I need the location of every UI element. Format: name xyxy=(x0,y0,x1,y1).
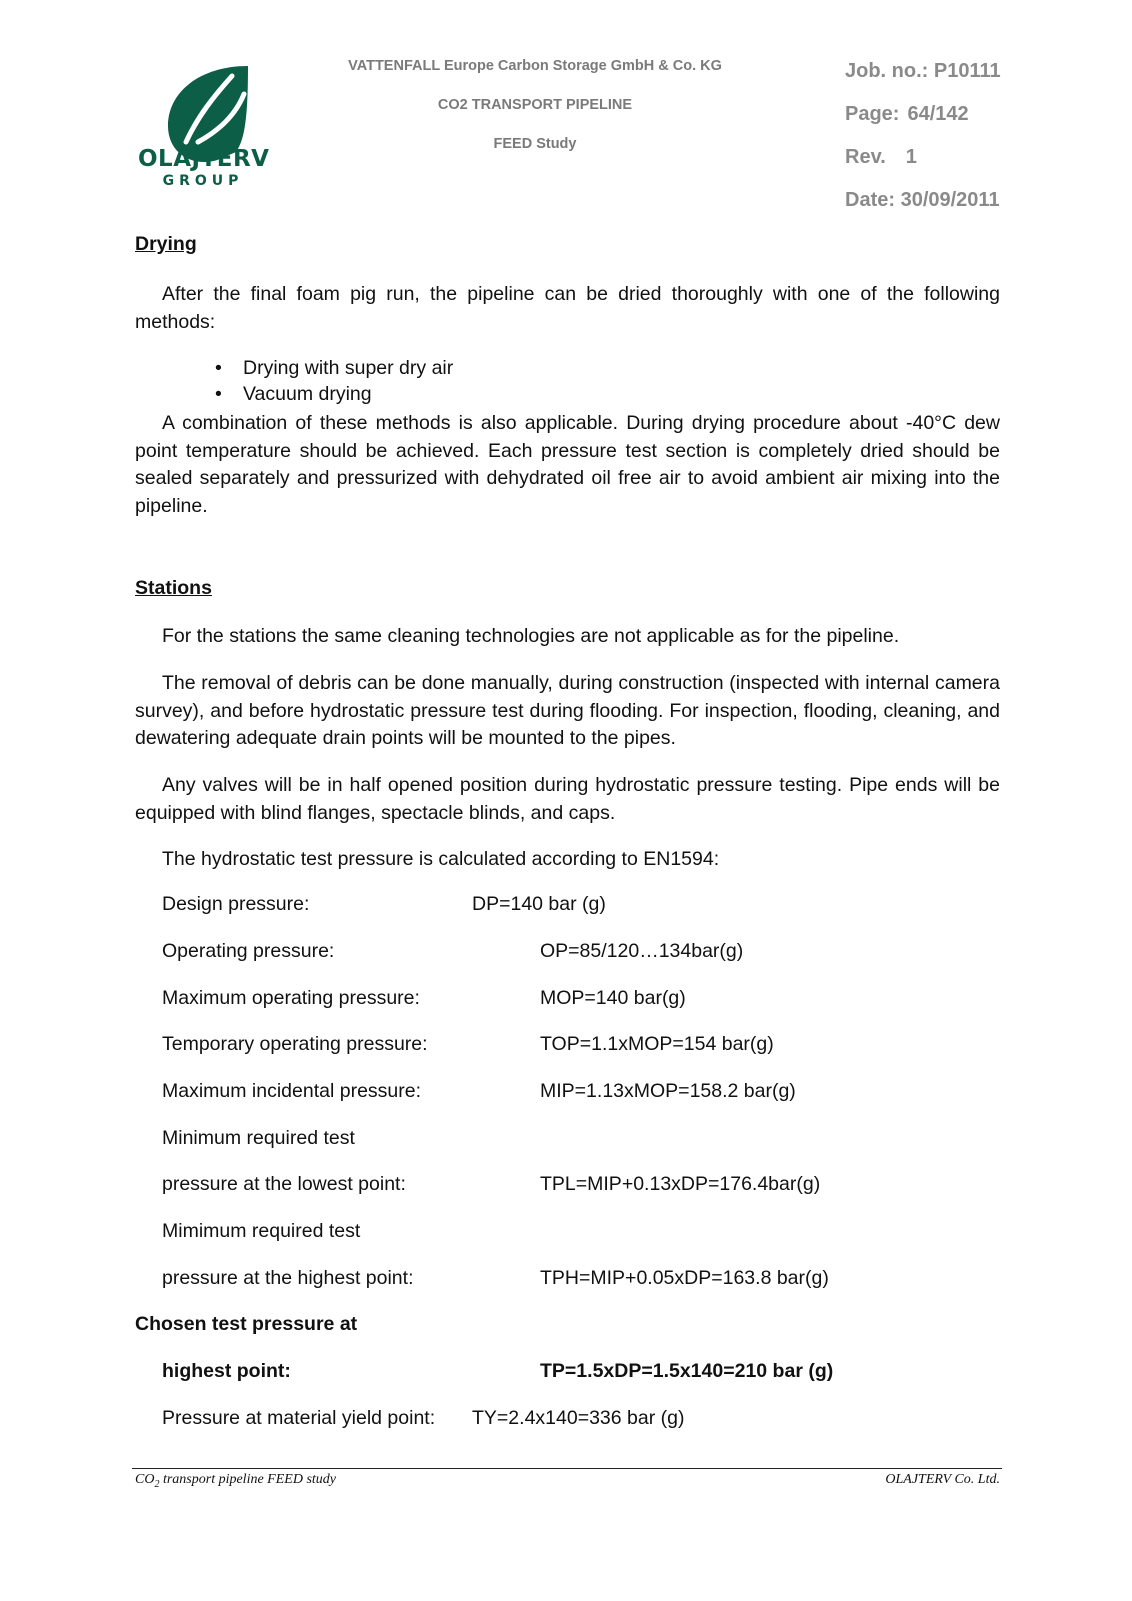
tph-label-line-2: pressure at the highest point: xyxy=(162,1267,414,1289)
top-value: TOP=1.1xMOP=154 bar(g) xyxy=(540,1033,774,1055)
mop-label: Maximum operating pressure: xyxy=(162,987,420,1009)
header-center xyxy=(330,58,740,175)
drying-intro: After the final foam pig run, the pipeline can be dried thoroughly with one of the following methods: xyxy=(135,283,1000,333)
rev-value: 1 xyxy=(905,146,917,168)
list-item: • Vacuum drying xyxy=(215,382,453,408)
logo-name: OLAJTERV xyxy=(138,146,270,172)
tpl-label-line-2: pressure at the lowest point: xyxy=(162,1173,406,1195)
mip-label: Maximum incidental pressure: xyxy=(162,1080,422,1102)
stations-paragraph-2: The removal of debris can be done manually, during construction (inspected with internal camera survey), and before hydrostatic pressure test during flooding. For inspection, flooding, cleaning, and dewatering adequate drain points will be mounted to the pipes. xyxy=(135,672,1000,749)
footer-left-co: CO xyxy=(135,1472,155,1487)
footer-left-text: transport pipeline FEED study xyxy=(159,1472,336,1487)
mop-value: MOP=140 bar(g) xyxy=(540,987,686,1009)
date-value: 30/09/2011 xyxy=(900,189,1000,211)
yield-pressure-label: Pressure at material yield point: xyxy=(162,1407,436,1429)
page-label: Page: xyxy=(845,103,900,125)
page-value: 64/142 xyxy=(907,103,969,125)
header-right xyxy=(845,60,1001,232)
top-label: Temporary operating pressure: xyxy=(162,1033,428,1055)
tph-label-line-1: Mimimum required test xyxy=(162,1220,361,1242)
rev-label: Rev. xyxy=(845,146,886,168)
tph-value: TPH=MIP+0.05xDP=163.8 bar(g) xyxy=(540,1267,829,1289)
logo xyxy=(138,146,268,189)
chosen-pressure-value: TP=1.5xDP=1.5x140=210 bar (g) xyxy=(540,1360,834,1382)
stations-heading: Stations xyxy=(135,577,212,599)
drying-paragraph: A combination of these methods is also applicable. During drying procedure about -40°C dew point temperature should be achieved. Each pressure test section is completely dried should be sealed separately and pressurized with dehydrated oil free air to avoid ambient air mixing into the pipeline. xyxy=(135,412,1000,517)
chosen-pressure-label-line-1: Chosen test pressure at xyxy=(135,1313,358,1335)
date-label: Date: xyxy=(845,189,896,211)
drying-methods-list xyxy=(215,356,453,407)
job-label: Job. no.: xyxy=(845,60,929,82)
design-pressure-label: Design pressure: xyxy=(162,893,310,915)
tpl-label-line-1: Minimum required test xyxy=(162,1127,355,1149)
job-value: P10111 xyxy=(933,60,1001,82)
footer-left-subscript: 2 xyxy=(154,1478,160,1490)
list-item: • Drying with super dry air xyxy=(215,356,453,382)
chosen-pressure-label-line-2: highest point: xyxy=(162,1360,291,1382)
yield-pressure-value: TY=2.4x140=336 bar (g) xyxy=(472,1407,685,1429)
study-name: FEED Study xyxy=(493,136,577,152)
footer-right: OLAJTERV Co. Ltd. xyxy=(885,1472,1000,1487)
project-name: CO2 TRANSPORT PIPELINE xyxy=(437,97,633,113)
design-pressure-value: DP=140 bar (g) xyxy=(472,893,606,915)
stations-paragraph-3: Any valves will be in half opened position during hydrostatic pressure testing. Pipe ends will be equipped with blind flanges, spectacle blinds, and caps. xyxy=(135,774,1000,824)
operating-pressure-value: OP=85/120…134bar(g) xyxy=(540,940,744,962)
drying-heading: Drying xyxy=(135,233,197,255)
tpl-value: TPL=MIP+0.13xDP=176.4bar(g) xyxy=(540,1173,821,1195)
stations-paragraph-4: The hydrostatic test pressure is calculated according to EN1594: xyxy=(162,848,720,870)
company-name: VATTENFALL Europe Carbon Storage GmbH & Co. KG xyxy=(348,58,722,74)
logo-group: GROUP xyxy=(162,173,244,189)
operating-pressure-label: Operating pressure: xyxy=(162,940,335,962)
stations-paragraph-1: For the stations the same cleaning technologies are not applicable as for the pipeline. xyxy=(162,625,900,647)
footer-divider xyxy=(132,1468,1002,1469)
mip-value: MIP=1.13xMOP=158.2 bar(g) xyxy=(540,1080,796,1102)
footer-left xyxy=(135,1472,336,1490)
